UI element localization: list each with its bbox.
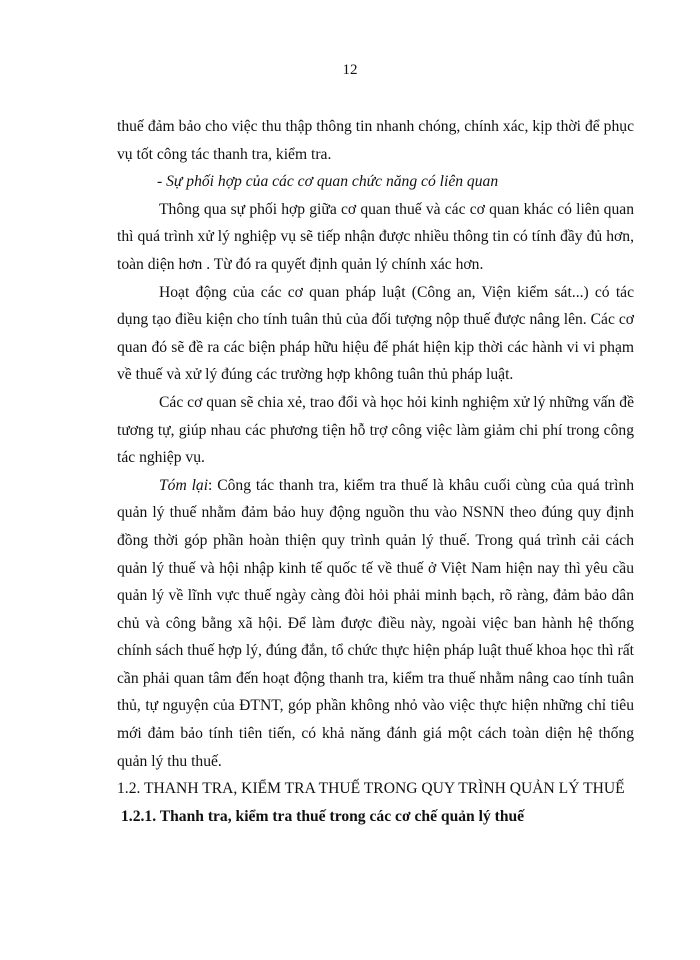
paragraph-legal-agencies: Hoạt động của các cơ quan pháp luật (Công an, Viện kiểm sát...) có tác dụng tạo điều kiện cho tính tuân thủ của đối tượng nộp thuế được nâng lên. Các cơ quan đó sẽ đề ra các biện pháp hữu hiệu để phát hiện kịp thời các hành vi vi phạm về thuế và xử lý đúng các trường hợp không tuân thủ pháp luật. — [117, 283, 634, 384]
paragraph-summary — [117, 472, 634, 776]
paragraph-sharing: Các cơ quan sẽ chia xẻ, trao đổi và học hỏi kinh nghiệm xử lý những vấn đề tương tự, giúp nhau các phương tiện hỗ trợ công việc làm giảm chi phí trong công tác nghiệp vụ. — [117, 393, 634, 467]
paragraph-continuation: thuế đảm bảo cho việc thu thập thông tin nhanh chóng, chính xác, kịp thời để phục vụ tốt công tác thanh tra, kiểm tra. — [117, 118, 634, 163]
subsection-heading: 1.2.1. Thanh tra, kiểm tra thuế trong các cơ chế quản lý thuế — [121, 807, 525, 825]
page-body — [117, 113, 634, 830]
summary-body: : Công tác thanh tra, kiểm tra thuế là khâu cuối cùng của quá trình quản lý thuế nhằm đảm bảo huy động nguồn thu vào NSNN theo đúng quy định đồng thời góp phần hoàn thiện quy trình quản lý thuế. Trong quá trình cải cách quản lý thuế và hội nhập kinh tế quốc tế về thuế ở Việt Nam hiện nay thì yêu cầu quản lý về lĩnh vực thuế ngày càng đòi hỏi phải minh bạch, rõ ràng, đảm bảo dân chủ và công bằng xã hội. Để làm được điều này, ngoài việc ban hành hệ thống chính sách thuế hợp lý, đúng đắn, tổ chức thực hiện pháp luật thuế khoa học thì rất cần phải quan tâm đến hoạt động thanh tra, kiểm tra thuế nhằm nâng cao tính tuân thủ, tự nguyện của ĐTNT, góp phần không nhỏ vào việc thực hiện những chỉ tiêu mới đảm bảo tính tiên tiến, có khả năng đánh giá một cách toàn diện hệ thống quản lý thu thuế. — [117, 476, 635, 770]
summary-lead: Tóm lại — [159, 476, 209, 494]
paragraph-coordination: Thông qua sự phối hợp giữa cơ quan thuế và các cơ quan khác có liên quan thì quá trình xử lý nghiệp vụ sẽ tiếp nhận được nhiều thông tin có tính đầy đủ hơn, toàn diện hơn . Từ đó ra quyết định quản lý chính xác hơn. — [117, 200, 634, 273]
page-number: 12 — [342, 62, 358, 78]
italic-subheading: - Sự phối hợp của các cơ quan chức năng có liên quan — [157, 173, 499, 191]
section-heading: 1.2. THANH TRA, KIỂM TRA THUẾ TRONG QUY TRÌNH QUẢN LÝ THUẾ — [117, 780, 625, 798]
